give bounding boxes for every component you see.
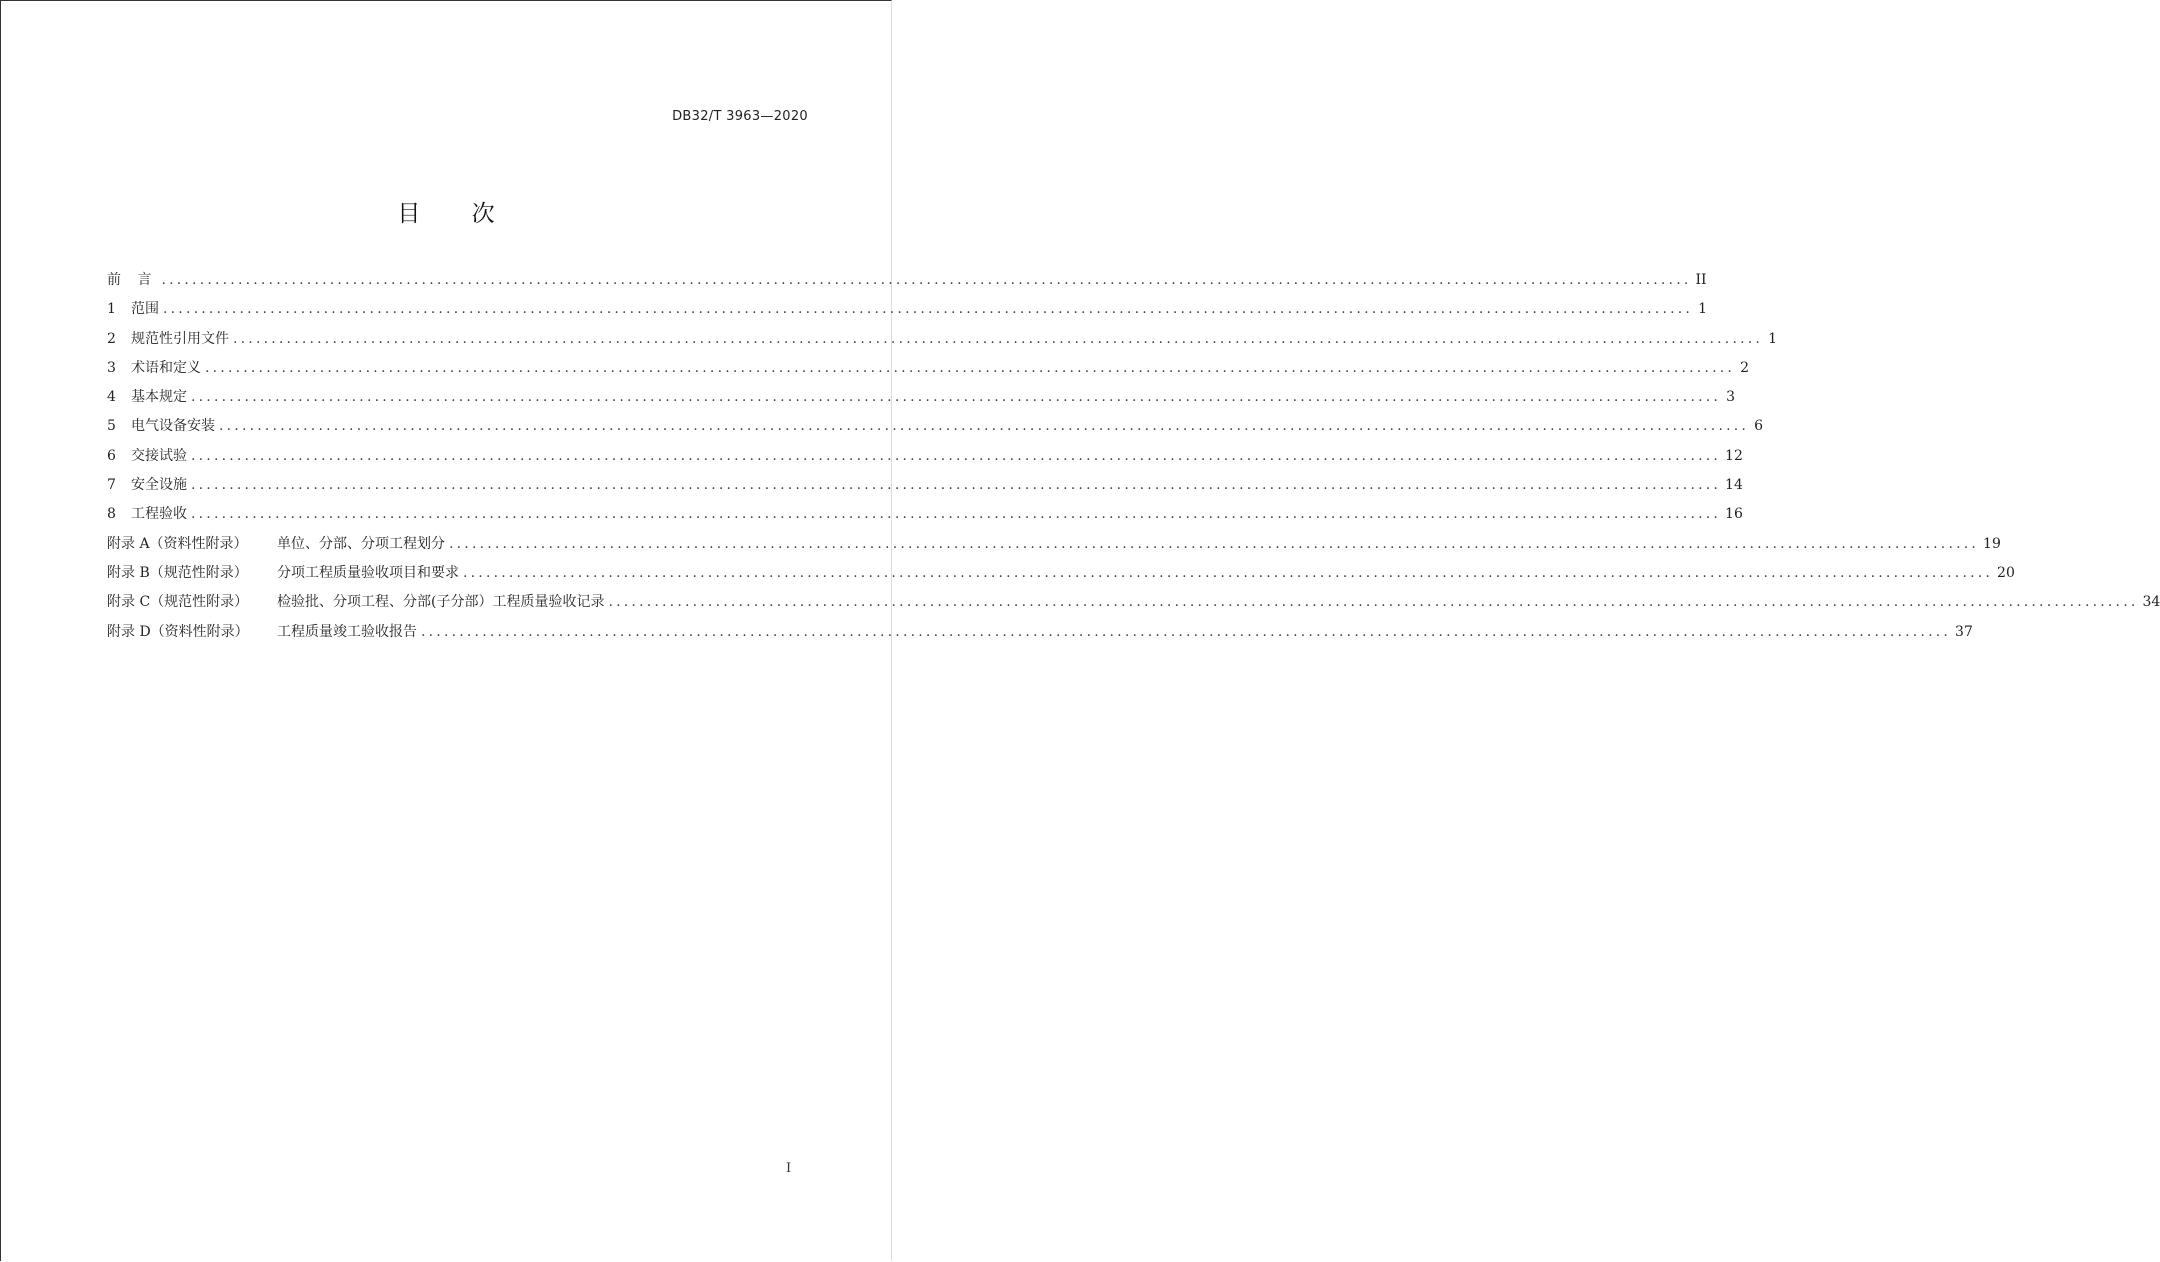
toc-entry-3[interactable]	[107, 354, 1750, 383]
toc-leader-dots: ........................................................................................................................................................................................................	[191, 506, 1722, 523]
toc-entry-appendix-d[interactable]	[107, 618, 1973, 647]
toc-entry-page: 14	[1725, 477, 1743, 494]
toc-entry-6[interactable]	[107, 442, 1743, 471]
toc-entry-page: 1	[1698, 301, 1708, 318]
toc-leader-dots: ........................................................................................................................................................................................................	[191, 389, 1722, 406]
toc-entry-4[interactable]	[107, 383, 1736, 412]
toc-entry-7[interactable]	[107, 471, 1743, 500]
toc-entry-label: 交接试验	[131, 447, 187, 464]
toc-leader-dots: ........................................................................................................................................................................................................	[161, 272, 1692, 288]
toc-entry-label: 术语和定义	[131, 359, 201, 376]
toc-entry-page: 1	[1768, 330, 1778, 347]
toc-entry-number: 1	[107, 301, 116, 318]
toc-entry-page: 34	[2142, 594, 2160, 611]
toc-entry-page: 20	[1997, 564, 2015, 581]
toc-entry-label: 前 言	[107, 272, 158, 288]
toc-entry-label: 检验批、分项工程、分部(子分部）工程质量验收记录	[277, 594, 605, 611]
toc-leader-dots: ........................................................................................................................................................................................................	[163, 301, 1694, 318]
toc-entry-2[interactable]	[107, 325, 1778, 354]
toc-entry-page: 6	[1754, 418, 1764, 435]
toc-entry-1[interactable]	[107, 295, 1708, 324]
toc-leader-dots: ........................................................................................................................................................................................................	[233, 330, 1764, 347]
toc-entry-label: 基本规定	[131, 389, 187, 406]
toc-entry-label: 安全设施	[131, 477, 187, 494]
toc-entry-page: 19	[1983, 535, 2001, 552]
toc-entry-label: 单位、分部、分项工程划分	[277, 535, 445, 552]
document-code: DB32/T 3963—2020	[672, 109, 808, 124]
toc-entry-page: 16	[1725, 506, 1743, 523]
toc-entry-label: 工程质量竣工验收报告	[277, 623, 417, 640]
toc-entry-page: 37	[1955, 623, 1973, 640]
toc-entry-foreword[interactable]	[107, 266, 1707, 295]
toc-entry-label: 电气设备安装	[131, 418, 215, 435]
toc-entry-page: 3	[1726, 389, 1736, 406]
toc-entry-label: 范围	[131, 301, 159, 318]
table-of-contents	[107, 266, 2160, 647]
toc-entry-number: 8	[107, 506, 116, 523]
toc-entry-page: 12	[1725, 447, 1743, 464]
toc-entry-number: 6	[107, 447, 116, 464]
toc-appendix-prefix: 附录 A（资料性附录）	[107, 535, 248, 552]
toc-entry-label: 工程验收	[131, 506, 187, 523]
toc-entry-label: 规范性引用文件	[131, 330, 229, 347]
toc-leader-dots: ........................................................................................................................................................................................................	[449, 535, 1980, 552]
toc-entry-appendix-c[interactable]	[107, 588, 2160, 617]
toc-entry-5[interactable]	[107, 412, 1764, 441]
toc-appendix-prefix: 附录 C（规范性附录）	[107, 594, 249, 611]
toc-entry-appendix-a[interactable]	[107, 530, 2001, 559]
toc-leader-dots: ........................................................................................................................................................................................................	[191, 477, 1722, 494]
toc-entry-page: 2	[1740, 359, 1750, 376]
toc-leader-dots: ........................................................................................................................................................................................................	[205, 359, 1736, 376]
toc-leader-dots: ........................................................................................................................................................................................................	[608, 594, 2139, 611]
toc-leader-dots: ........................................................................................................................................................................................................	[219, 418, 1750, 435]
toc-entry-number: 5	[107, 418, 116, 435]
toc-entry-number: 2	[107, 330, 116, 347]
toc-leader-dots: ........................................................................................................................................................................................................	[463, 564, 1994, 581]
toc-entry-label: 分项工程质量验收项目和要求	[277, 564, 459, 581]
page-number: I	[786, 1161, 792, 1176]
toc-leader-dots: ........................................................................................................................................................................................................	[191, 447, 1722, 464]
toc-entry-number: 7	[107, 477, 116, 494]
toc-entry-number: 3	[107, 359, 116, 376]
toc-entry-page: II	[1695, 272, 1707, 288]
toc-appendix-prefix: 附录 B（规范性附录）	[107, 564, 248, 581]
toc-appendix-prefix: 附录 D（资料性附录）	[107, 623, 249, 640]
page-title: 目 次	[397, 201, 517, 227]
toc-entry-appendix-b[interactable]	[107, 559, 2015, 588]
toc-entry-8[interactable]	[107, 500, 1743, 529]
toc-entry-number: 4	[107, 389, 116, 406]
toc-leader-dots: ........................................................................................................................................................................................................	[421, 623, 1952, 640]
